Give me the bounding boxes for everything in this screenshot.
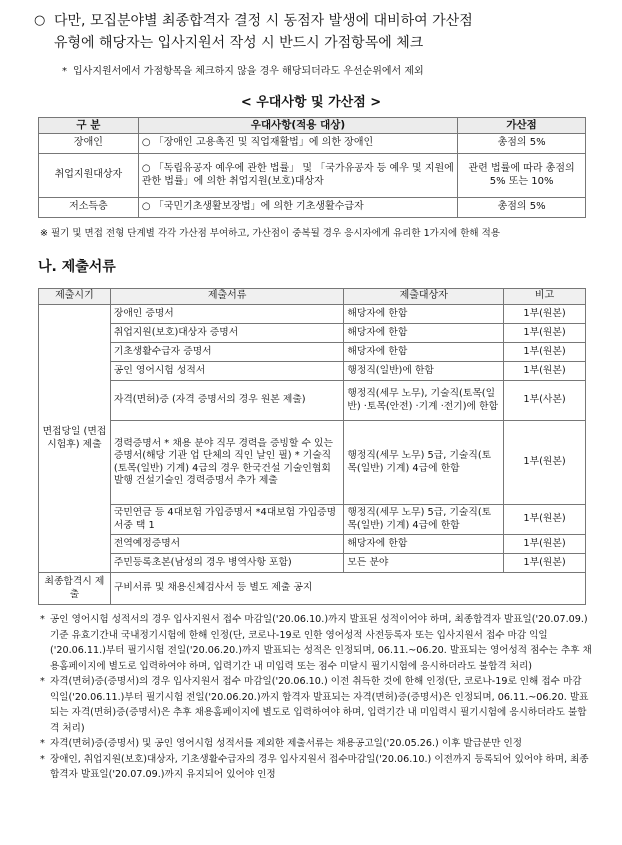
document-cell: 전역예정증명서	[110, 535, 344, 554]
timing-interview-cell: 면접당일 (면접시험후) 제출	[39, 305, 111, 573]
intro-note-text: 입사지원서에서 가점항목을 체크하지 않을 경우 해당되더라도 우선순위에서 제외	[73, 66, 424, 77]
circle-bullet-icon: ○	[34, 13, 46, 28]
category-cell: 취업지원대상자	[39, 154, 139, 198]
target-cell: 해당자에 한함	[344, 343, 504, 362]
target-cell: 해당자에 한함	[344, 324, 504, 343]
header-timing: 제출시기	[39, 289, 111, 305]
target-cell: 해당자에 한함	[344, 305, 504, 324]
note-cell: 1부(원본)	[504, 343, 586, 362]
note-cell: 1부(사본)	[504, 381, 586, 421]
document-cell: 취업지원(보호)대상자 증명서	[110, 324, 344, 343]
category-cell: 장애인	[39, 134, 139, 154]
table-row	[39, 343, 586, 362]
note-item: * 공인 영어시험 성적서의 경우 입사지원서 접수 마감일('20.06.10.)까지 발표된 성적이어야 하며, 최종합격자 발표일('20.07.09.) 기준 유효기간내 국내정기시험에 한해 인정(단, 코로나-19로 인한 영어성적 사전등록자 또는 입사지원서 접수 마감 익일('20.06.11.)부터 필기시험 전일('20.06.20.)까지 발표되는 성적은 인정되며, 06.11.~06.20. 발표되는 영어성적 점수는 추후 채용홈페이지에 별도로 입력하여야 하며, 입력기간 내 미입력 또는 점수 미달시 필기시험에 응시하더라도 불합격 처리)	[40, 614, 592, 672]
table-row	[39, 505, 586, 535]
table-row	[39, 134, 586, 154]
intro-note	[62, 66, 424, 79]
header-note: 비고	[504, 289, 586, 305]
note-cell: 1부(원본)	[504, 305, 586, 324]
note-star-icon: *	[40, 676, 45, 687]
note-item: * 자격(면허)증(증명서) 및 공인 영어시험 성적서를 제외한 제출서류는 채용공고일('20.05.26.) 이후 발급분만 인정	[40, 736, 592, 752]
documents-notes	[40, 612, 592, 783]
points-cell: 총점의 5%	[458, 198, 586, 218]
preferences-table	[38, 117, 586, 218]
points-cell: 총점의 5%	[458, 134, 586, 154]
intro-paragraph	[34, 10, 594, 54]
points-cell: 관련 법률에 따라 총점의 5% 또는 10%	[458, 154, 586, 198]
target-cell: 행정직(세무 노무) 5급, 기술직(토목(일반) 기계) 4급에 한함	[344, 505, 504, 535]
category-cell: 저소득층	[39, 198, 139, 218]
note-star-icon: *	[40, 614, 45, 625]
header-document: 제출서류	[110, 289, 344, 305]
note-cell: 1부(원본)	[504, 535, 586, 554]
preferences-title: < 우대사항 및 가산점 >	[240, 95, 382, 110]
note-cell: 1부(원본)	[504, 554, 586, 573]
note-star-icon: *	[40, 738, 45, 749]
table-row	[39, 381, 586, 421]
description-cell: ○ 「장애인 고용촉진 및 직업재활법」에 의한 장애인	[138, 134, 457, 154]
note-cell: 1부(원본)	[504, 505, 586, 535]
table-row	[39, 573, 586, 605]
table-row	[39, 305, 586, 324]
note-cell: 1부(원본)	[504, 324, 586, 343]
target-cell: 모든 분야	[344, 554, 504, 573]
document-cell: 공인 영어시험 성적서	[110, 362, 344, 381]
header-category: 구 분	[39, 118, 139, 134]
note-star-icon: *	[40, 753, 45, 765]
document-cell: 주민등록초본(남성의 경우 병역사항 포함)	[110, 554, 344, 573]
document-cell: 자격(면허)증 (자격 증명서의 경우 원본 제출)	[110, 381, 344, 421]
header-points: 가산점	[458, 118, 586, 134]
intro-line-2: 유형에 해당자는 입사지원서 작성 시 반드시 가점항목에 체크	[54, 35, 424, 51]
intro-line-1: 다만, 모집분야별 최종합격자 결정 시 동점자 발생에 대비하여 가산점	[54, 13, 473, 29]
note-star-icon: *	[62, 66, 67, 77]
table-row	[39, 421, 586, 505]
preferences-note: ※ 필기 및 면접 전형 단계별 각각 가산점 부여하고, 가산점이 중복될 경우 응시자에게 유리한 1가지에 한해 적용	[40, 228, 500, 239]
document-cell: 장애인 증명서	[110, 305, 344, 324]
header-description: 우대사항(적용 대상)	[138, 118, 457, 134]
timing-final-cell: 최종합격시 제출	[39, 573, 111, 605]
preferences-header-row	[39, 118, 586, 134]
table-row	[39, 198, 586, 218]
documents-table	[38, 288, 586, 605]
target-cell: 행정직(일반)에 한함	[344, 362, 504, 381]
note-item: * 자격(면허)증(증명서)의 경우 입사지원서 접수 마감일('20.06.10.) 이전 취득한 것에 한해 인정(단, 코로나-19로 인해 접수 마감 익일('20.06.11.)부터 필기시험 전일('20.06.20.)까지 합격자 발표되는 자격(면허)증(증명서)은 인정되며, 06.11.~06.20. 발표되는 자격(면허)증(증명서)은 추후 채용홈페이지에 별도로 입력하여야 하며, 입력기간 내 미입력시 필기시험에 응시하더라도 불합격 처리)	[40, 676, 589, 734]
note-cell: 1부(원본)	[504, 421, 586, 505]
table-row	[39, 154, 586, 198]
documents-header-row	[39, 289, 586, 305]
description-cell: ○ 「국민기초생활보장법」에 의한 기초생활수급자	[138, 198, 457, 218]
document-cell: 국민연금 등 4대보험 가입증명서 *4대보험 가입증명서중 택 1	[110, 505, 344, 535]
table-row	[39, 324, 586, 343]
note-cell: 1부(원본)	[504, 362, 586, 381]
target-cell: 해당자에 한함	[344, 535, 504, 554]
table-row	[39, 362, 586, 381]
description-cell: ○ 「독립유공자 예우에 관한 법률」 및 「국가유공자 등 예우 및 지원에 관한 법률」에 의한 취업지원(보호)대상자	[138, 154, 457, 198]
table-row	[39, 554, 586, 573]
document-cell: 기초생활수급자 증명서	[110, 343, 344, 362]
documents-section-title: 나. 제출서류	[38, 259, 116, 275]
table-row	[39, 535, 586, 554]
target-cell: 행정직(세무 노무), 기술직(토목(일반) ·토목(안전) ·기계 ·전기)에 한함	[344, 381, 504, 421]
final-documents-cell: 구비서류 및 채용신체검사서 등 별도 제출 공지	[110, 573, 585, 605]
target-cell: 행정직(세무 노무) 5급, 기술직(토목(일반) 기계) 4급에 한함	[344, 421, 504, 505]
header-target: 제출대상자	[344, 289, 504, 305]
document-cell: 경력증명서 * 채용 분야 직무 경력을 증빙할 수 있는 증명서(해당 기관 업 단체의 직인 날인 필) * 기술직(토목(일반) 기계) 4급의 경우 한국건설 기술인협회 발행 건설기술인 경력증명서 추가 제출	[110, 421, 344, 505]
note-item: * 장애인, 취업지원(보호)대상자, 기초생활수급자의 경우 입사지원서 접수마감일('20.06.10.) 이전까지 등록되어 있어야 하며, 최종합격자 발표일('20.07.09.)까지 유지되어 있어야 인정	[40, 753, 589, 780]
